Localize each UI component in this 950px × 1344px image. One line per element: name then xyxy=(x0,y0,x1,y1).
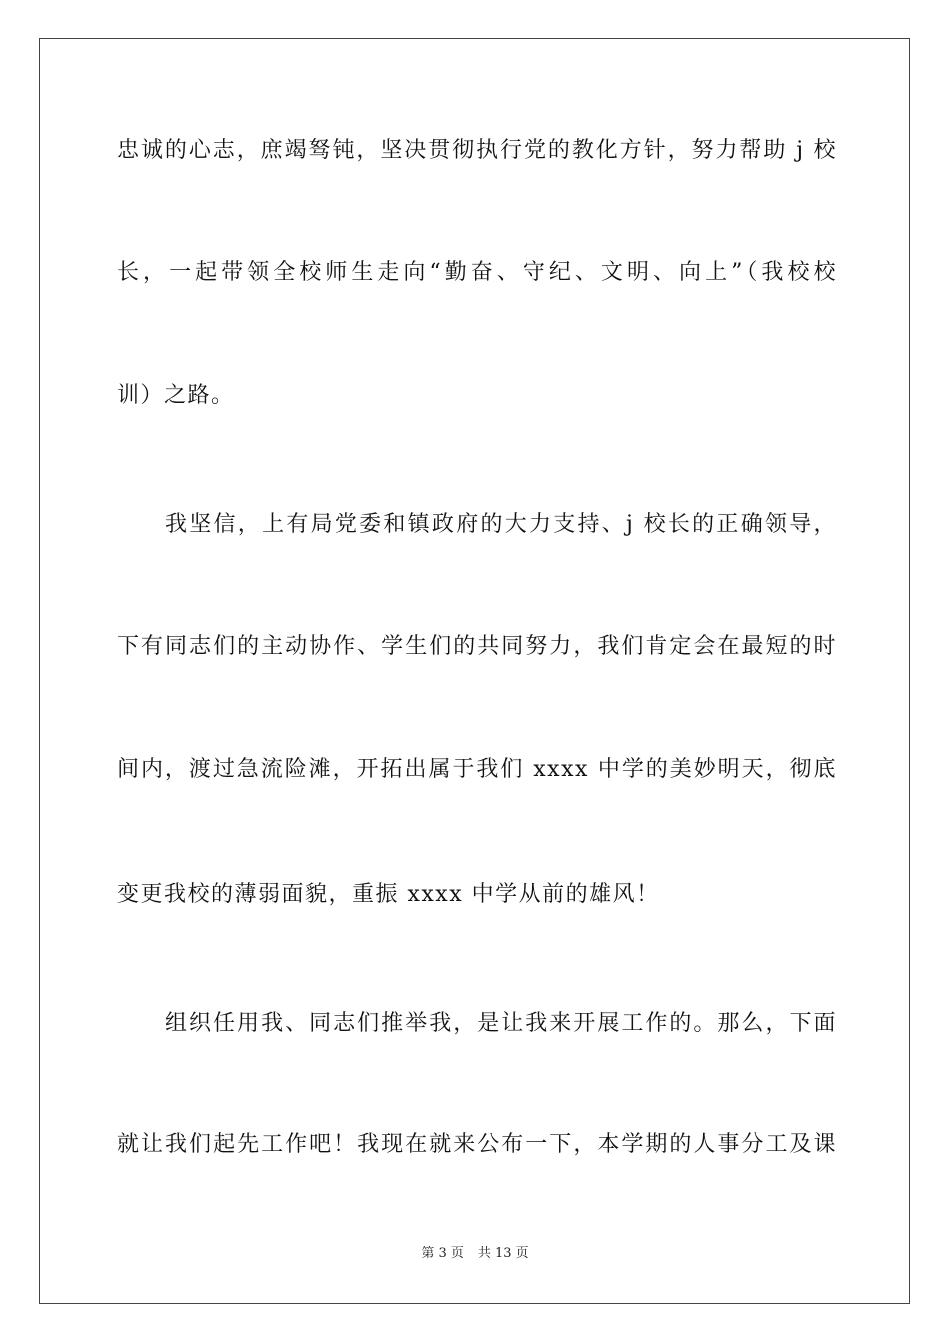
page-number: 第 3 页 xyxy=(421,1246,464,1261)
text-line: 我坚信，上有局党委和镇政府的大力支持、j 校长的正确领导， xyxy=(165,512,837,537)
text-line: 组织任用我、同志们推举我，是让我来开展工作的。那么，下面 xyxy=(165,1011,837,1036)
text-line: 训）之路。 xyxy=(117,383,235,408)
text-line: 间内，渡过急流险滩，开拓出属于我们 xxxx 中学的美妙明天，彻底 xyxy=(117,757,837,782)
page-border xyxy=(39,38,910,1304)
text-line: 就让我们起先工作吧！我现在就来公布一下，本学期的人事分工及课 xyxy=(117,1132,837,1157)
text-line: 下有同志们的主动协作、学生们的共同努力，我们肯定会在最短的时 xyxy=(117,634,837,659)
text-line: 变更我校的薄弱面貌，重振 xxxx 中学从前的雄风！ xyxy=(117,882,660,907)
total-pages: 共 13 页 xyxy=(477,1246,529,1261)
text-line: 长，一起带领全校师生走向“勤奋、守纪、文明、向上”（我校校 xyxy=(117,260,837,285)
page-footer xyxy=(0,1245,950,1263)
text-line: 忠诚的心志，庶竭驽钝，坚决贯彻执行党的教化方针，努力帮助 j 校 xyxy=(117,138,837,163)
